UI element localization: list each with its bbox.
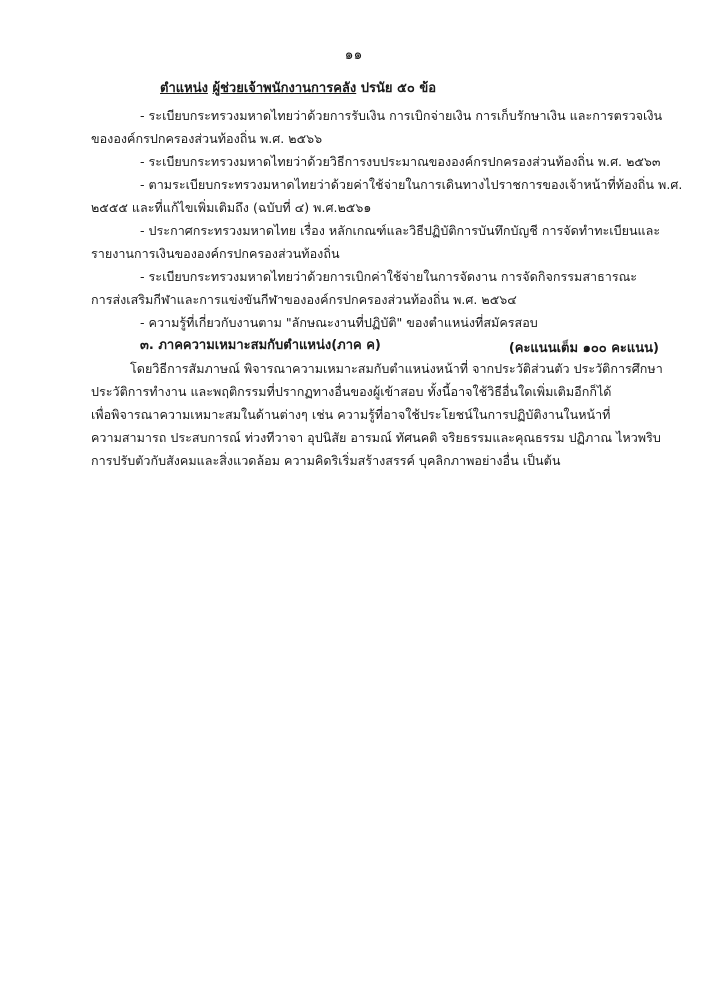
regulation-5-line-2: การส่งเสริมกีฬาและการแข่งขันกีฬาขององค์กรปกครองส่วนท้องถิ่น พ.ศ. ๒๕๖๔ (91, 292, 517, 307)
regulation-1-line-1: - ระเบียบกระทรวงมหาดไทยว่าด้วยการรับเงิน การเบิกจ่ายเงิน การเก็บรักษาเงิน และการตรวจเงิน (140, 108, 663, 123)
position-heading (160, 80, 436, 98)
regulation-6-line-1: - ความรู้ที่เกี่ยวกับงานตาม "ลักษณะงานที่ปฏิบัติ" ของตำแหน่งที่สมัครสอบ (140, 315, 538, 330)
position-heading-count: ปรนัย ๕๐ ข้อ (360, 81, 437, 96)
page-number: ๑๑ (344, 47, 363, 63)
regulation-4-line-1: - ประกาศกระทรวงมหาดไทย เรื่อง หลักเกณฑ์และวิธีปฏิบัติการบันทึกบัญชี การจัดทำทะเบียนและ (140, 223, 661, 238)
regulation-2-line-1: - ระเบียบกระทรวงมหาดไทยว่าด้วยวิธีการงบประมาณขององค์กรปกครองส่วนท้องถิ่น พ.ศ. ๒๕๖๓ (140, 154, 661, 169)
section-3-paragraph-line-3: เพื่อพิจารณาความเหมาะสมในด้านต่างๆ เช่น ความรู้ที่อาจใช้ประโยชน์ในการปฏิบัติงานในหน้าที่ (91, 407, 611, 422)
regulation-3-line-1: - ตามระเบียบกระทรวงมหาดไทยว่าด้วยค่าใช้จ่ายในการเดินทางไปราชการของเจ้าหน้าที่ท้องถิ่น พ.ศ. (140, 177, 683, 192)
position-heading-title: ผู้ช่วยเจ้าพนักงานการคลัง (212, 81, 357, 96)
section-3-paragraph-line-1: โดยวิธีการสัมภาษณ์ พิจารณาความเหมาะสมกับตำแหน่งหน้าที่ จากประวัติส่วนตัว ประวัติการศึกษา (130, 361, 663, 376)
section-3-score: (คะแนนเต็ม ๑๐๐ คะแนน) (508, 341, 659, 356)
position-heading-label: ตำแหน่ง (160, 81, 208, 96)
section-3-title: ๓. ภาคความเหมาะสมกับตำแหน่ง(ภาค ค) (140, 338, 381, 353)
regulation-1-line-2: ขององค์กรปกครองส่วนท้องถิ่น พ.ศ. ๒๕๖๖ (91, 131, 323, 146)
section-3-paragraph-line-5: การปรับตัวกับสังคมและสิ่งแวดล้อม ความคิดริเริ่มสร้างสรรค์ บุคลิกภาพอย่างอื่น เป็นต้น (91, 453, 561, 468)
regulation-4-line-2: รายงานการเงินขององค์กรปกครองส่วนท้องถิ่น (91, 246, 340, 261)
section-3-paragraph-line-2: ประวัติการทำงาน และพฤติกรรมที่ปรากฏทางอื่นของผู้เข้าสอบ ทั้งนี้อาจใช้วิธีอื่นใดเพิ่มเติมอีกก็ได้ (91, 384, 612, 399)
regulation-3-line-2: ๒๕๕๕ และที่แก้ไขเพิ่มเติมถึง (ฉบับที่ ๔) พ.ศ.๒๕๖๑ (91, 200, 372, 215)
regulation-5-line-1: - ระเบียบกระทรวงมหาดไทยว่าด้วยการเบิกค่าใช้จ่ายในการจัดงาน การจัดกิจกรรมสาธารณะ (140, 269, 638, 284)
section-3-paragraph-line-4: ความสามารถ ประสบการณ์ ท่วงทีวาจา อุปนิสัย อารมณ์ ทัศนคติ จริยธรรมและคุณธรรม ปฏิภาณ ไหวพริบ (91, 430, 661, 445)
